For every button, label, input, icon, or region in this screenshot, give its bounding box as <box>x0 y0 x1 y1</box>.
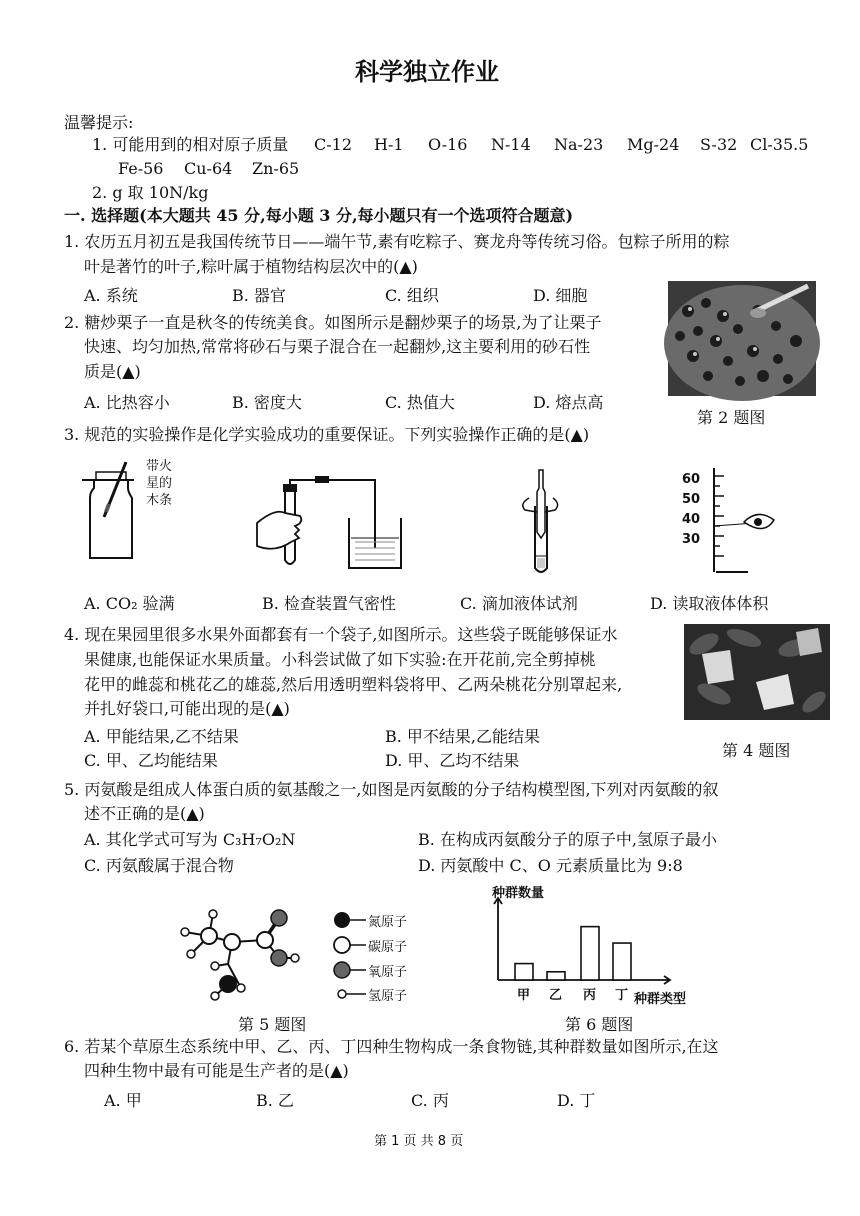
bar-2 <box>547 972 565 980</box>
alanine-molecule-diagram <box>175 908 305 1004</box>
q1-option-d: D. 细胞 <box>533 286 588 305</box>
airtight-check-diagram <box>255 478 405 573</box>
q3-option-b: B. 检查装置气密性 <box>262 594 396 613</box>
q4-option-c: C. 甲、乙均能结果 <box>84 751 218 770</box>
legend-carbon: 碳原子 <box>368 940 408 955</box>
chart-ylabel: 种群数量 <box>492 886 545 901</box>
q4-option-d: D. 甲、乙均不结果 <box>385 751 520 770</box>
chart-y-axis <box>494 898 502 980</box>
tips-heading: 温馨提示: <box>64 113 134 132</box>
q1-option-a: A. 系统 <box>84 286 138 305</box>
chart-bars <box>515 927 631 980</box>
population-bar-chart <box>490 898 670 988</box>
mass-mg: Mg-24 <box>627 135 680 154</box>
q2-stem-line2: 快速、均匀加热,常常将砂石与栗子混合在一起翻炒,这主要利用的砂石性 <box>84 337 591 356</box>
q5-stem-line2: 述不正确的是(▲) <box>84 804 205 823</box>
q4-stem-line1: 4. 现在果园里很多水果外面都套有一个袋子,如图所示。这些袋子既能够保证水 <box>64 625 618 644</box>
q4-stem-line4: 并扎好袋口,可能出现的是(▲) <box>84 699 290 718</box>
q5-option-a: A. 其化学式可写为 C₃H₇O₂N <box>84 830 296 849</box>
q2-option-d: D. 熔点高 <box>533 393 604 412</box>
q5-option-c: C. 丙氨酸属于混合物 <box>84 856 234 875</box>
q4-stem-line2: 果健康,也能保证水果质量。小科尝试做了如下实验:在开花前,完全剪掉桃 <box>84 650 596 669</box>
bagged-fruit-photo <box>684 624 830 720</box>
mass-cu: Cu-64 <box>184 159 233 178</box>
q1-stem-line1: 1. 农历五月初五是我国传统节日——端午节,素有吃粽子、赛龙舟等传统习俗。包粽子所用的粽 <box>64 232 730 251</box>
bar-1 <box>515 964 533 980</box>
q4-option-a: A. 甲能结果,乙不结果 <box>84 727 239 746</box>
q1-stem-line2: 叶是著竹的叶子,粽叶属于植物结构层次中的(▲) <box>84 257 418 276</box>
atom-legend-symbols <box>330 908 366 1004</box>
q6-stem-line1: 6. 若某个草原生态系统中甲、乙、丙、丁四种生物构成一条食物链,其种群数量如图所示,在这 <box>64 1037 719 1056</box>
legend-nitrogen: 氮原子 <box>368 915 408 930</box>
page-title: 科学独立作业 <box>355 58 499 86</box>
tips-item1-prefix: 1. 可能用到的相对原子质量 <box>92 135 289 154</box>
category-label-2: 乙 <box>549 988 563 1003</box>
q4-option-b: B. 甲不结果,乙能结果 <box>385 727 541 746</box>
mass-c: C-12 <box>314 135 353 154</box>
mass-na: Na-23 <box>554 135 604 154</box>
mass-o: O-16 <box>428 135 468 154</box>
q2-option-b: B. 密度大 <box>232 393 302 412</box>
q6-option-b: B. 乙 <box>256 1091 294 1110</box>
q6-figure-caption: 第 6 题图 <box>565 1015 634 1034</box>
mass-n: N-14 <box>491 135 531 154</box>
q2-option-c: C. 热值大 <box>385 393 455 412</box>
q4-stem-line3: 花甲的雌蕊和桃花乙的雄蕊,然后用透明塑料袋将甲、乙两朵桃花分别罩起来, <box>84 675 623 694</box>
q2-stem-line1: 2. 糖炒栗子一直是秋冬的传统美食。如图所示是翻炒栗子的场景,为了让栗子 <box>64 313 602 332</box>
q1-option-c: C. 组织 <box>385 286 439 305</box>
page-footer: 第 1 页 共 8 页 <box>374 1134 464 1149</box>
q6-stem-line2: 四种生物中最有可能是生产者的是(▲) <box>84 1061 349 1080</box>
mass-cl: Cl-35.5 <box>750 135 809 154</box>
bar-3 <box>581 927 599 980</box>
category-label-3: 丙 <box>583 988 597 1003</box>
q3-option-a: A. CO₂ 验满 <box>84 594 175 613</box>
q2-option-a: A. 比热容小 <box>84 393 170 412</box>
q5-option-b: B. 在构成丙氨酸分子的原子中,氢原子最小 <box>418 830 718 849</box>
mass-fe: Fe-56 <box>118 159 164 178</box>
tips-item2: 2. g 取 10N/kg <box>92 183 209 202</box>
q6-option-a: A. 甲 <box>104 1091 142 1110</box>
chart-xlabel: 种群类型 <box>634 992 687 1007</box>
legend-oxygen: 氧原子 <box>368 965 408 980</box>
q4-figure-caption: 第 4 题图 <box>722 741 791 760</box>
q3-option-c: C. 滴加液体试剂 <box>460 594 578 613</box>
q5-stem-line1: 5. 丙氨酸是组成人体蛋白质的氨基酸之一,如图是丙氨酸的分子结构模型图,下列对丙氨酸的叙 <box>64 780 719 799</box>
q6-option-c: C. 丙 <box>411 1091 449 1110</box>
bar-4 <box>613 943 631 980</box>
mass-zn: Zn-65 <box>252 159 300 178</box>
section-heading: 一. 选择题(本大题共 45 分,每小题 3 分,每小题只有一个选项符合题意) <box>64 206 574 225</box>
chestnut-photo <box>668 281 816 396</box>
q2-stem-line3: 质是(▲) <box>84 362 141 381</box>
q6-option-d: D. 丁 <box>557 1091 596 1110</box>
category-label-4: 丁 <box>615 988 629 1003</box>
q3-option-d: D. 读取液体体积 <box>650 594 769 613</box>
mass-s: S-32 <box>700 135 738 154</box>
q5-figure-caption: 第 5 题图 <box>238 1015 307 1034</box>
cylinder-scale: 60 50 40 30 <box>682 472 701 547</box>
q2-figure-caption: 第 2 题图 <box>697 408 766 427</box>
legend-hydrogen: 氢原子 <box>368 989 408 1004</box>
splint-label: 带火 星的 木条 <box>146 459 173 508</box>
q5-option-d: D. 丙氨酸中 C、O 元素质量比为 9:8 <box>418 856 683 875</box>
dropper-diagram <box>515 468 575 578</box>
mass-h: H-1 <box>374 135 404 154</box>
q1-option-b: B. 器官 <box>232 286 286 305</box>
category-label-1: 甲 <box>517 988 531 1003</box>
q3-stem: 3. 规范的实验操作是化学实验成功的重要保证。下列实验操作正确的是(▲) <box>64 425 590 444</box>
